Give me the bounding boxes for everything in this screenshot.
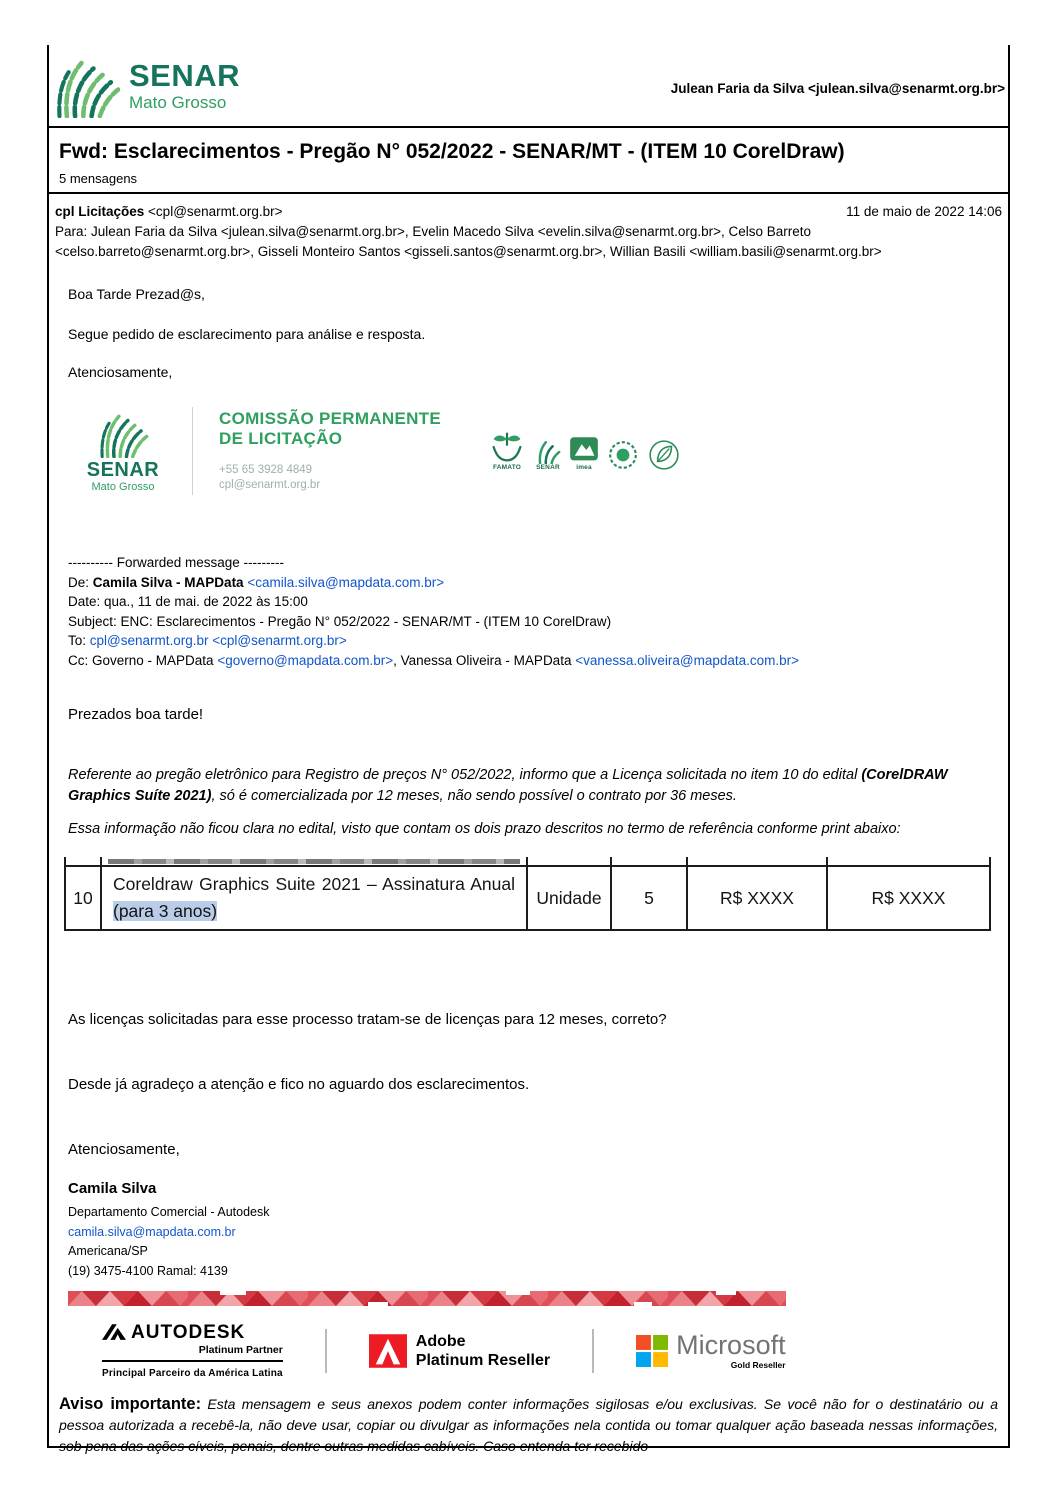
emblem-round-1 [607,439,639,471]
autodesk-tagline: Principal Parceiro da América Latina [102,1368,283,1380]
clarify-paragraph: Essa informação não ficou clara no edital, visto que contam os dois prazo descritos no termo de referência conforme print abaixo: [68,821,901,837]
mapdata-banner-graphic [68,1287,786,1310]
message-section [49,194,1008,1457]
adobe-partner-block [369,1334,550,1369]
autodesk-logo-icon [102,1324,126,1341]
senar-logo-icon [54,52,120,118]
forwarded-subject-line: Subject: ENC: Esclarecimentos - Pregão N° 052/2022 - SENAR/MT - (ITEM 10 CorelDraw) [68,613,612,629]
microsoft-name: Microsoft [676,1330,786,1361]
forwarded-from-line [68,573,996,593]
cell-item: 10 [65,866,101,930]
leaf-emblem-icon [647,439,681,471]
autodesk-name: AUTODESK [131,1321,246,1343]
adobe-sub: Platinum Reseller [415,1351,551,1369]
from-email: <cpl@senarmt.org.br> [144,204,283,219]
autodesk-rule [102,1360,283,1362]
cpl-signature-card [68,398,996,503]
subject-section [49,128,1008,194]
forwarded-header [68,553,996,670]
sender-phone: (19) 3475-4100 Ramal: 4139 [68,1263,228,1278]
reference-paragraph [68,765,998,807]
cpl-title-line1: COMISSÃO PERMANENTE [219,408,441,428]
message-date: 11 de maio de 2022 14:06 [846,204,1002,219]
message-count: 5 mensagens [59,171,138,186]
cpl-senar-wordmark: SENAR [86,459,160,481]
regards-text: Atenciosamente, [68,364,173,380]
partner-emblems [487,430,681,472]
question-text: As licenças solicitadas para esse processo tratam-se de licenças para 12 meses, correto? [68,1011,667,1028]
cell-unit-price: R$ XXXX [687,866,827,930]
emblem-round-2 [647,439,681,471]
famato-logo-icon [487,430,527,464]
ref-pre: Referente ao pregão eletrônico para Registro de preços N° 052/2022, informo que a Licença solicitada no item 10 do edital [68,767,862,783]
fwd-to-label: To: [68,633,90,648]
microsoft-sub: Gold Reseller [730,1360,786,1371]
microsoft-logo-icon [636,1335,668,1367]
cpl-email: cpl@senarmt.org.br [219,478,321,491]
message-from [55,204,283,219]
senar-brand [54,52,240,118]
cell-total-price: R$ XXXX [827,866,990,930]
cell-description [101,866,527,930]
autodesk-partner-block [102,1323,283,1380]
cpl-info [219,409,441,493]
recipients-line-2: <celso.barreto@senarmt.org.br>, Gisseli Monteiro Santos <gisseli.santos@senarmt.org.br>, Willian Basili <william.basili@senarmt.org.br> [55,244,882,259]
cell-qty: 5 [611,866,687,930]
sender-email-link[interactable]: camila.silva@mapdata.com.br [68,1224,236,1239]
legal-notice [59,1394,998,1457]
senar-logo-small-icon [97,408,149,458]
closing-regards: Atenciosamente, [68,1141,180,1158]
senar-mini-label: SENAR [536,463,560,471]
table-cropped-row [65,857,990,866]
from-name: cpl Licitações [55,204,145,219]
message-meta-row [53,204,1004,219]
fwd-to-link1[interactable]: cpl@senarmt.org.br [89,633,209,648]
description-highlight: (para 3 anos) [113,901,218,921]
imea-logo-icon [569,436,599,464]
logo-divider [325,1329,327,1373]
cpl-senar-region: Mato Grosso [91,481,155,493]
legal-notice-text: Esta mensagem e seus anexos podem conter informações sigilosas e/ou exclusivas. Se você não for o destinatário ou a pessoa autorizada a recebê-la, não deve usar, copiar ou divulgar as informações nela contida ou tomar qualquer ação baseada nessas informações, sob pena das ações cíveis, penais, dentre outras medidas cabíveis. Caso entenda ter recebido [59,1396,999,1454]
message-body [68,262,996,1382]
fwd-cc-email2-link[interactable]: <vanessa.oliveira@mapdata.com.br> [575,652,800,668]
fwd-cc-label: Cc: [68,652,93,668]
microsoft-partner-block [636,1332,786,1370]
cropped-text-smudge [108,859,520,864]
vertical-divider [192,407,193,495]
imea-label: imea [576,463,592,471]
quote-table [64,857,991,931]
fwd-de-email-link[interactable]: <camila.silva@mapdata.com.br> [243,574,445,590]
forwarded-to-line [68,631,996,651]
cpl-senar-logo [68,408,178,493]
ref-product-name: (CorelDRAW Graphics Suíte 2021) [68,767,948,804]
recipients-line-1: Para: Julean Faria da Silva <julean.silva@senarmt.org.br>, Evelin Macedo Silva <evelin.silva@senarmt.org.br>, Celso Barreto [55,224,812,239]
intro-text: Segue pedido de esclarecimento para análise e resposta. [68,326,426,342]
table-row [65,866,990,930]
famato-logo [487,430,527,472]
round-emblem-icon [607,439,639,471]
greeting-text: Boa Tarde Prezad@s, [68,286,205,302]
fwd-cc-sep: , [393,652,401,668]
cpl-title-line2: DE LICITAÇÃO [219,428,343,448]
fwd-to-link2[interactable]: <cpl@senarmt.org.br> [208,633,347,648]
thanks-text: Desde já agradeço a atenção e fico no aguardo dos esclarecimentos. [68,1076,530,1093]
adobe-logo-icon [369,1334,407,1368]
sender-signature [68,1203,996,1281]
autodesk-sub: Platinum Partner [198,1343,283,1356]
adobe-name: Adobe [415,1332,466,1350]
fwd-cc-name2: Vanessa Oliveira - MAPData [400,652,576,668]
message-recipients [53,222,1004,262]
famato-label: FAMATO [492,463,522,471]
senar-mini-logo-icon [535,438,561,464]
sender-name: Camila Silva [68,1180,157,1197]
fwd-cc-name1: Governo - MAPData [92,652,218,668]
page-header [49,45,1008,128]
legal-notice-label: Aviso importante: [59,1395,202,1413]
sender-city: Americana/SP [68,1244,148,1258]
imea-logo [569,436,599,472]
forwarded-divider: ---------- Forwarded message --------- [68,555,284,570]
cell-unit: Unidade [527,866,611,930]
fwd-cc-email1-link[interactable]: <governo@mapdata.com.br> [217,652,394,668]
description-text: Coreldraw Graphics Suite 2021 – Assinatura Anual [113,874,515,894]
sender-dept: Departamento Comercial - Autodesk [68,1205,270,1219]
thread-subject: Fwd: Esclarecimentos - Pregão N° 052/2022 - SENAR/MT - (ITEM 10 CorelDraw) [59,140,845,163]
brand-region: Mato Grosso [129,92,227,112]
ref-post: , só é comercializada por 12 meses, não sendo possível o contrato por 36 meses. [211,788,737,804]
fwd-de-name: Camila Silva - MAPData [92,574,244,590]
forwarded-date-line: Date: qua., 11 de mai. de 2022 às 15:00 [68,594,308,609]
hello-text: Prezados boa tarde! [68,706,204,723]
logo-divider [592,1329,594,1373]
partner-logos-row [102,1320,996,1382]
fwd-de-label: De: [68,574,93,590]
brand-name: SENAR [129,57,241,93]
account-owner: Julean Faria da Silva <julean.silva@senarmt.org.br> [670,81,1005,96]
email-print-frame [47,45,1010,1454]
senar-mini-logo [535,438,561,472]
forwarded-cc-line [68,651,996,671]
cpl-phone: +55 65 3928 4849 [219,463,313,476]
